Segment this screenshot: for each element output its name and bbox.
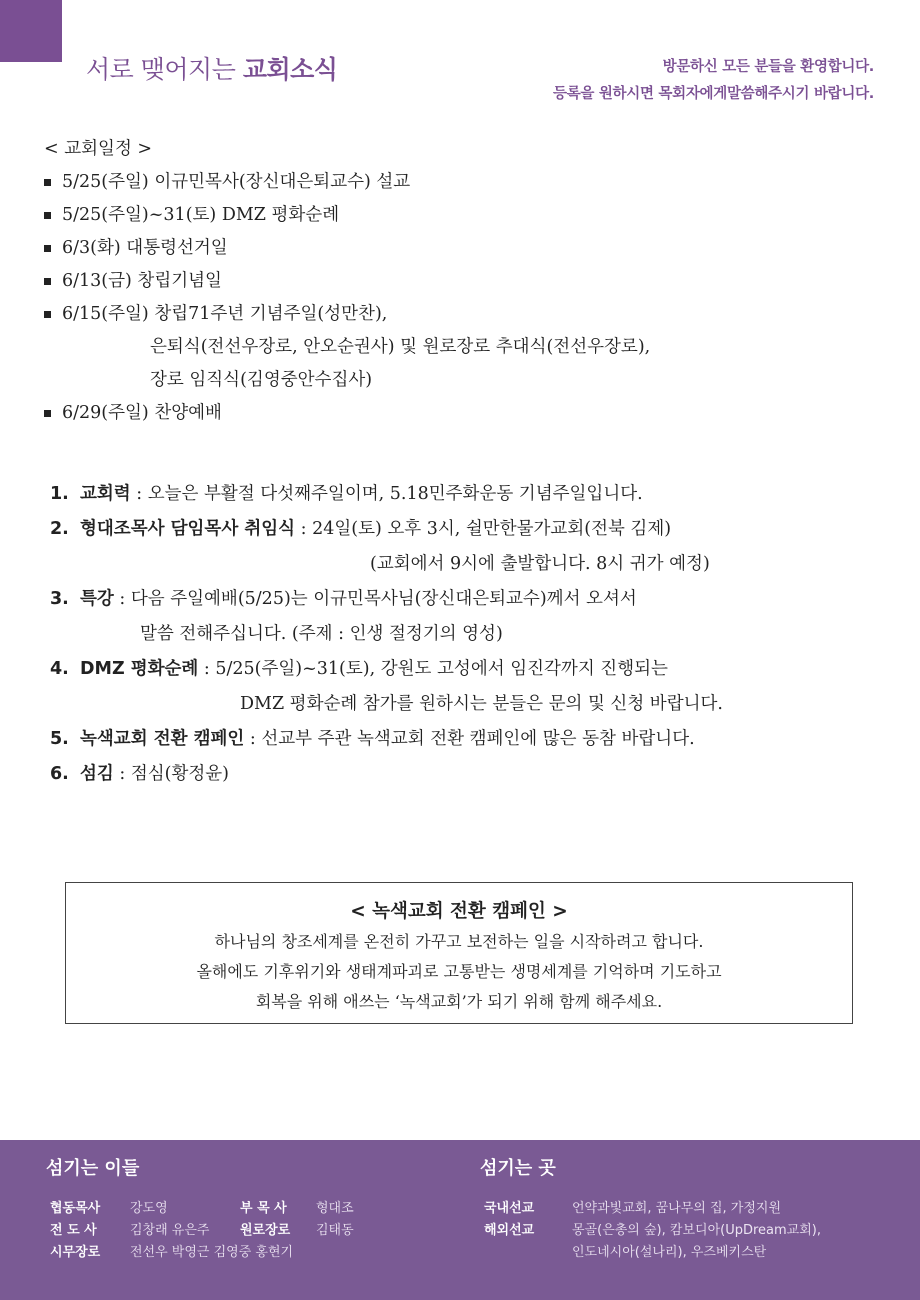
staff-heading: 섬기는 이들 — [46, 1158, 140, 1179]
mission-heading: 섬기는 곳 — [480, 1158, 556, 1179]
notice-number: 1. — [50, 484, 69, 504]
notice-label: 섬김 — [80, 764, 114, 784]
staff-row — [50, 1220, 354, 1242]
notice-item — [50, 582, 723, 652]
notice-text-continued: DMZ 평화순례 참가를 원하시는 분들은 문의 및 신청 바랍니다. — [240, 694, 723, 714]
schedule-item — [44, 397, 650, 430]
notice-text: : 다음 주일예배(5/25)는 이규민목사님(장신대은퇴교수)께서 오셔서 — [113, 589, 637, 609]
square-bullet-icon — [44, 410, 51, 417]
campaign-line: 올해에도 기후위기와 생태계파괴로 고통받는 생명세계를 기억하며 기도하고 — [196, 962, 722, 981]
staff-names: 전선우 박영근 김영중 홍현기 — [130, 1245, 294, 1260]
church-schedule — [44, 133, 650, 430]
campaign-line: 회복을 위해 애쓰는 ‘녹색교회’가 되기 위해 함께 해주세요. — [255, 992, 663, 1011]
notice-number: 4. — [50, 659, 69, 679]
staff-table — [50, 1198, 354, 1264]
staff-names: 강도영 — [130, 1201, 168, 1216]
schedule-line: 5/25(주일)~31(토) DMZ 평화순례 — [62, 205, 340, 225]
schedule-line-continued: 장로 임직식(김영중안수집사) — [150, 370, 373, 390]
notice-item — [50, 512, 723, 582]
staff-role: 부 목 사 — [240, 1201, 287, 1216]
schedule-item — [44, 199, 650, 232]
schedule-item — [44, 265, 650, 298]
notice-label: 녹색교회 전환 캠페인 — [80, 729, 245, 749]
square-bullet-icon — [44, 212, 51, 219]
campaign-line: 하나님의 창조세계를 온전히 가꾸고 보전하는 일을 시작하려고 합니다. — [214, 932, 704, 951]
mission-row — [484, 1198, 821, 1220]
notice-text: : 점심(황정윤) — [113, 764, 230, 784]
notice-number: 5. — [50, 729, 69, 749]
staff-names: 김태동 — [316, 1223, 354, 1238]
footer-panel — [0, 1140, 920, 1300]
notice-number: 2. — [50, 519, 69, 539]
notice-label: 형대조목사 담임목사 취임식 — [80, 519, 296, 539]
notice-text: : 5/25(주일)~31(토), 강원도 고성에서 임진각까지 진행되는 — [198, 659, 668, 679]
staff-role: 협동목사 — [50, 1201, 101, 1216]
notice-item — [50, 652, 723, 722]
schedule-line-continued: 은퇴식(전선우장로, 안오순권사) 및 원로장로 추대식(전선우장로), — [150, 337, 651, 357]
title-light: 서로 맺어지는 — [86, 55, 236, 84]
mission-row — [484, 1220, 821, 1242]
notice-text-continued: 말씀 전해주십니다. (주제 : 인생 절정기의 영성) — [140, 624, 503, 644]
staff-role: 시무장로 — [50, 1245, 101, 1260]
schedule-line: 6/13(금) 창립기념일 — [62, 271, 222, 291]
mission-type: 해외선교 — [484, 1223, 535, 1238]
notice-item — [50, 722, 723, 757]
notice-label: 교회력 — [80, 484, 131, 504]
church-notices — [50, 477, 723, 792]
staff-row — [50, 1198, 354, 1220]
square-bullet-icon — [44, 179, 51, 186]
page-title — [86, 50, 337, 86]
mission-places: 몽골(은총의 숲), 캄보디아(UpDream교회), — [572, 1223, 821, 1238]
schedule-line: 6/15(주일) 창립71주년 기념주일(성만찬), — [62, 304, 388, 324]
schedule-line: 6/29(주일) 찬양예배 — [62, 403, 222, 423]
notice-text: : 오늘은 부활절 다섯째주일이며, 5.18민주화운동 기념주일입니다. — [130, 484, 643, 504]
staff-role: 전 도 사 — [50, 1223, 97, 1238]
notice-text: : 24일(토) 오후 3시, 쉴만한물가교회(전북 김제) — [295, 519, 672, 539]
square-bullet-icon — [44, 245, 51, 252]
green-church-campaign-box — [65, 882, 853, 1024]
staff-names: 김창래 유은주 — [130, 1223, 210, 1238]
title-bold: 교회소식 — [242, 55, 338, 84]
square-bullet-icon — [44, 278, 51, 285]
schedule-heading: < 교회일정 > — [44, 139, 153, 159]
welcome-line-1: 방문하신 모든 분들을 환영합니다. — [662, 59, 874, 75]
notice-text-continued: (교회에서 9시에 출발합니다. 8시 귀가 예정) — [370, 554, 710, 574]
schedule-line: 6/3(화) 대통령선거일 — [62, 238, 228, 258]
mission-places: 언약과빛교회, 꿈나무의 집, 가정지원 — [572, 1201, 782, 1216]
mission-table — [484, 1198, 821, 1264]
notice-text: : 선교부 주관 녹색교회 전환 캠페인에 많은 동참 바랍니다. — [244, 729, 695, 749]
staff-row — [50, 1242, 354, 1264]
mission-places: 인도네시아(설나리), 우즈베키스탄 — [572, 1245, 767, 1260]
notice-item — [50, 477, 723, 512]
schedule-item — [44, 298, 650, 397]
notice-item — [50, 757, 723, 792]
schedule-item — [44, 166, 650, 199]
schedule-item — [44, 232, 650, 265]
staff-role: 원로장로 — [240, 1223, 291, 1238]
schedule-line: 5/25(주일) 이규민목사(장신대은퇴교수) 설교 — [62, 172, 411, 192]
campaign-title: < 녹색교회 전환 캠페인 > — [350, 901, 568, 922]
square-bullet-icon — [44, 311, 51, 318]
notice-label: 특강 — [80, 589, 114, 609]
notice-label: DMZ 평화순례 — [80, 659, 199, 679]
welcome-message — [553, 54, 874, 108]
mission-type: 국내선교 — [484, 1201, 535, 1216]
welcome-line-2: 등록을 원하시면 목회자에게말씀해주시기 바랍니다. — [552, 86, 874, 102]
mission-row — [484, 1242, 821, 1264]
notice-number: 3. — [50, 589, 69, 609]
corner-accent-block — [0, 0, 62, 62]
notice-number: 6. — [50, 764, 69, 784]
staff-names: 형대조 — [316, 1201, 354, 1216]
